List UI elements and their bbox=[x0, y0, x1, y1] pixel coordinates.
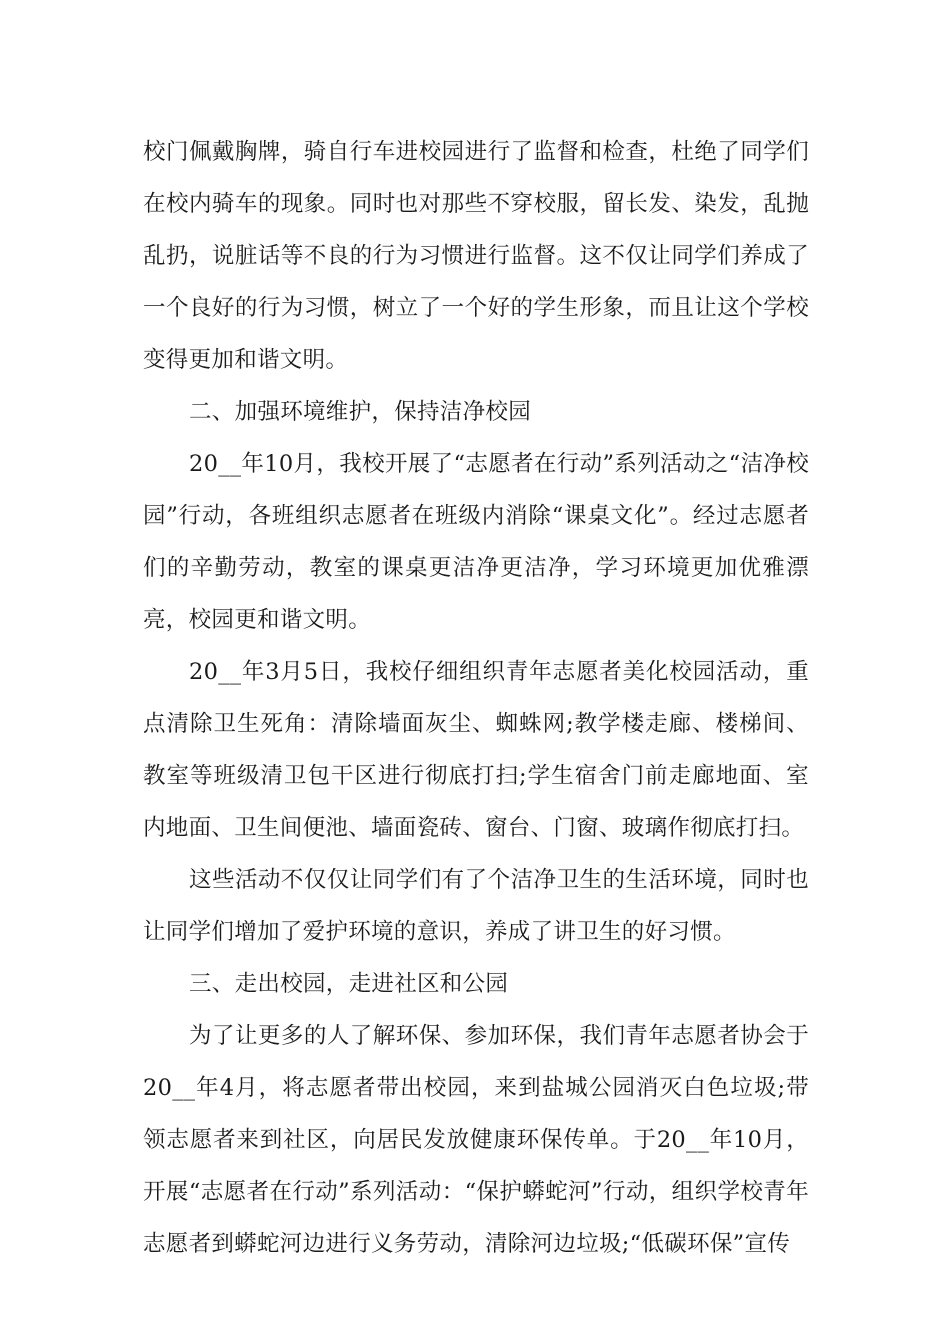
document-body bbox=[143, 126, 809, 1270]
section-heading-3: 三、走出校园，走进社区和公园 bbox=[189, 971, 509, 997]
paragraph-community-park: 为了让更多的人了解环保、参加环保，我们青年志愿者协会于20__年4月，将志愿者带出校园，来到盐城公园消灭白色垃圾;带领志愿者来到社区，向居民发放健康环保传单。于20__年10月，开展“志愿者在行动”系列活动：“保护蟒蛇河”行动，组织学校青年志愿者到蟒蛇河边进行义务劳动，清除河边垃圾;“低碳环保”宣传 bbox=[143, 1023, 809, 1257]
paragraph-beautify-campus: 20__年3月5日，我校仔细组织青年志愿者美化校园活动，重点清除卫生死角：清除墙面灰尘、蜘蛛网;教学楼走廊、楼梯间、教室等班级清卫包干区进行彻底打扫;学生宿舍门前走廊地面、室内地面、卫生间便池、墙面瓷砖、窗台、门窗、玻璃作彻底打扫。 bbox=[143, 659, 809, 841]
section-heading-2: 二、加强环境维护，保持洁净校园 bbox=[189, 399, 532, 425]
paragraph-continuation: 校门佩戴胸牌，骑自行车进校园进行了监督和检查，杜绝了同学们在校内骑车的现象。同时也对那些不穿校服，留长发、染发，乱抛乱扔，说脏话等不良的行为习惯进行监督。这不仅让同学们养成了一个良好的行为习惯，树立了一个好的学生形象，而且让这个学校变得更加和谐文明。 bbox=[143, 139, 809, 373]
paragraph-activity-effect: 这些活动不仅仅让同学们有了个洁净卫生的生活环境，同时也让同学们增加了爱护环境的意识，养成了讲卫生的好习惯。 bbox=[143, 867, 809, 945]
paragraph-clean-campus: 20__年10月，我校开展了“志愿者在行动”系列活动之“洁净校园”行动，各班组织志愿者在班级内消除“课桌文化”。经过志愿者们的辛勤劳动，教室的课桌更洁净更洁净，学习环境更加优雅漂亮，校园更和谐文明。 bbox=[143, 451, 809, 633]
